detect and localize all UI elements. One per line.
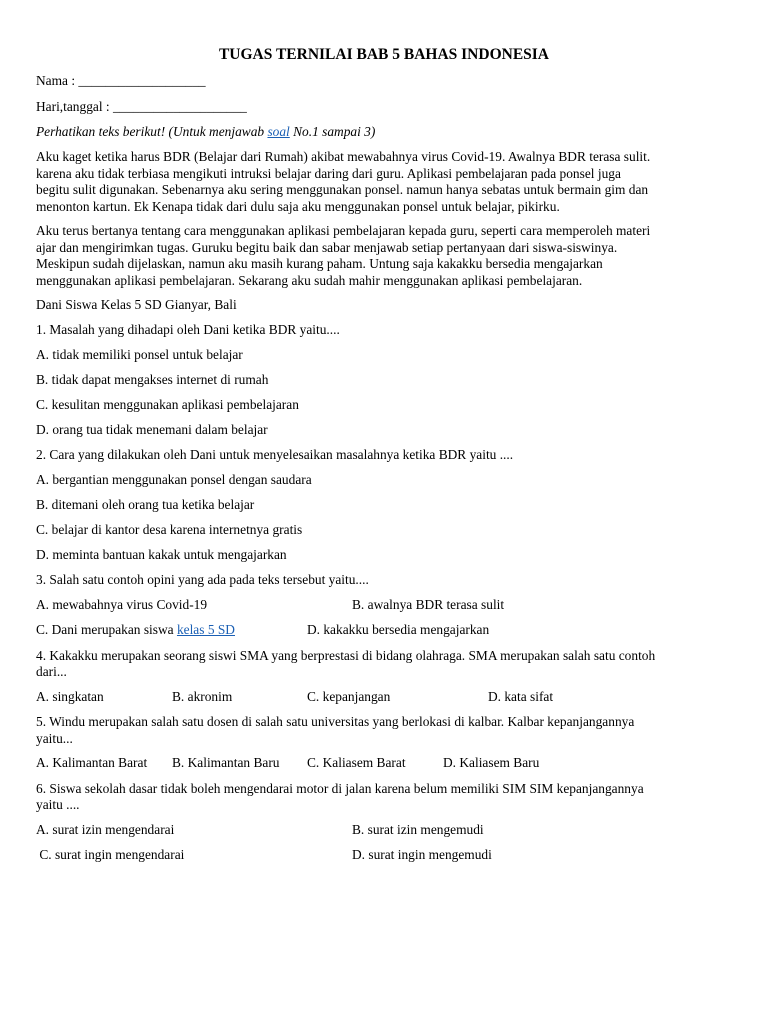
document-title: TUGAS TERNILAI BAB 5 BAHAS INDONESIA — [218, 46, 550, 63]
q3-option-a: A. mewabahnya virus Covid-19 — [36, 597, 208, 612]
question-5-line-2: yaitu... — [36, 731, 73, 746]
question-4-line-1: 4. Kakakku merupakan seorang siswi SMA yang berprestasi di bidang olahraga. SMA merupakan salah satu contoh — [36, 648, 656, 663]
q2-option-c: C. belajar di kantor desa karena internetnya gratis — [36, 522, 303, 537]
question-6-line-2: yaitu .... — [36, 797, 80, 812]
q5-option-c: C. Kaliasem Barat — [307, 755, 406, 770]
q4-option-b: B. akronim — [172, 689, 233, 704]
question-3: 3. Salah satu contoh opini yang ada pada teks tersebut yaitu.... — [36, 572, 369, 587]
question-1: 1. Masalah yang dihadapi oleh Dani ketika BDR yaitu.... — [36, 322, 340, 337]
question-2: 2. Cara yang dilakukan oleh Dani untuk menyelesaikan masalahnya ketika BDR yaitu .... — [36, 447, 514, 462]
q6-option-c: C. surat ingin mengendarai — [36, 847, 185, 862]
soal-link[interactable]: soal — [267, 124, 290, 139]
question-6-line-1: 6. Siswa sekolah dasar tidak boleh mengendarai motor di jalan karena belum memiliki SIM SIM kepanjangannya — [36, 781, 644, 796]
q6-option-a: A. surat izin mengendarai — [36, 822, 175, 837]
paragraph-1-line: Aku kaget ketika harus BDR (Belajar dari Rumah) akibat mewabahnya virus Covid-19. Awalnya BDR terasa sulit. — [36, 149, 651, 164]
q1-option-c: C. kesulitan menggunakan aplikasi pembelajaran — [36, 397, 299, 412]
paragraph-1-line: menonton kartun. Ek Kenapa tidak dari dulu saja aku menggunakan ponsel untuk belajar, pikirku. — [36, 198, 560, 214]
q4-option-c: C. kepanjangan — [307, 689, 391, 704]
q5-option-b: B. Kalimantan Baru — [172, 755, 280, 770]
q3-option-d: D. kakakku bersedia mengajarkan — [307, 622, 490, 637]
instruction — [36, 124, 375, 141]
q6-option-b: B. surat izin mengemudi — [352, 822, 484, 837]
q4-option-a: A. singkatan — [36, 689, 104, 704]
q2-option-d: D. meminta bantuan kakak untuk mengajarkan — [36, 547, 287, 562]
q6-option-d: D. surat ingin mengemudi — [352, 847, 492, 862]
q3-option-c-text: C. Dani merupakan siswa — [36, 622, 177, 637]
kelas-5-sd-link[interactable]: kelas 5 SD — [176, 622, 235, 637]
instruction-text-before: Perhatikan teks berikut! (Untuk menjawab — [36, 124, 268, 139]
paragraph-1-line: karena aku tidak terbiasa mengikuti intruksi belajar daring dari guru. Aplikasi pembelajaran pada ponsel juga — [36, 165, 621, 181]
q3-option-c — [36, 622, 235, 639]
author-signature: Dani Siswa Kelas 5 SD Gianyar, Bali — [36, 297, 237, 312]
q4-option-d: D. kata sifat — [488, 689, 554, 704]
name-field: Nama : ___________________ — [36, 73, 206, 88]
instruction-text-after: No.1 sampai 3) — [289, 124, 376, 139]
question-5-line-1: 5. Windu merupakan salah satu dosen di salah satu universitas yang berlokasi di kalbar. Kalbar kepanjangannya — [36, 714, 635, 729]
q1-option-a: A. tidak memiliki ponsel untuk belajar — [36, 347, 243, 362]
q1-option-b: B. tidak dapat mengakses internet di rumah — [36, 372, 269, 387]
paragraph-2 — [36, 223, 736, 289]
q2-option-b: B. ditemani oleh orang tua ketika belajar — [36, 497, 255, 512]
paragraph-1-line: begitu sulit digunakan. Sebenarnya aku sering menggunakan ponsel. namun hanya sebatas untuk bermain gim dan — [36, 182, 649, 197]
paragraph-2-line: Aku terus bertanya tentang cara menggunakan aplikasi pembelajaran kepada guru, seperti cara memperoleh materi — [36, 223, 651, 238]
paragraph-2-line: ajar dan mengirimkan tugas. Guruku begitu baik dan sabar menjawab setiap pertanyaan dari siswa-siswinya. — [36, 239, 618, 255]
q5-option-d: D. Kaliasem Baru — [443, 755, 540, 770]
date-field: Hari,tanggal : ____________________ — [36, 99, 247, 114]
paragraph-2-line: menggunakan aplikasi pembelajaran. Sekarang aku sudah mahir menggunakan aplikasi pembelajaran. — [36, 272, 583, 288]
question-4-line-2: dari... — [36, 664, 67, 679]
q3-option-b: B. awalnya BDR terasa sulit — [352, 597, 505, 612]
q5-option-a: A. Kalimantan Barat — [36, 755, 148, 770]
q2-option-a: A. bergantian menggunakan ponsel dengan saudara — [36, 472, 312, 487]
q1-option-d: D. orang tua tidak menemani dalam belajar — [36, 422, 268, 437]
paragraph-1 — [36, 149, 736, 215]
paragraph-2-line: Meskipun sudah dijelaskan, namun aku masih kurang paham. Untung saja kakakku bersedia mengajarkan — [36, 256, 603, 271]
